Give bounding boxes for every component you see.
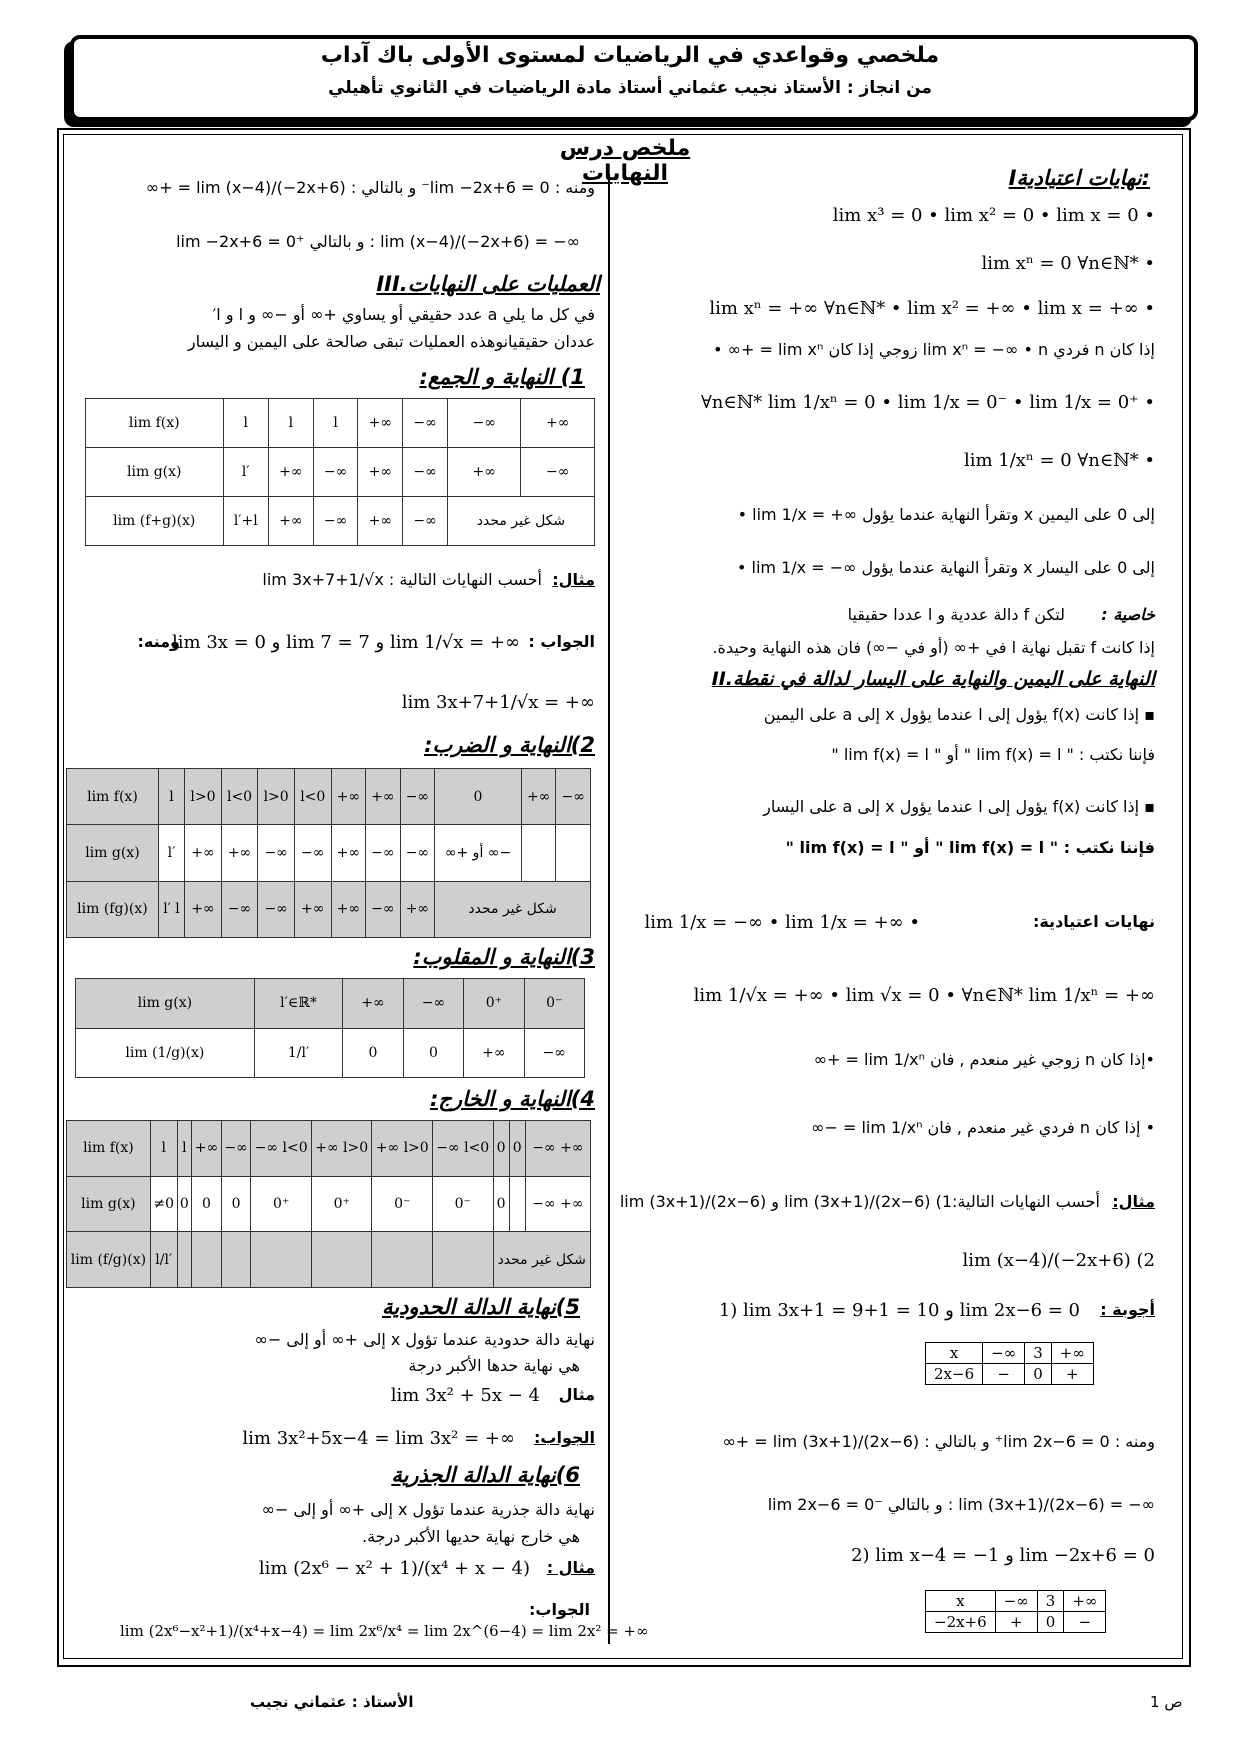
left-line-4: عددان حقيقيانوهذه العمليات تبقى صالحة على اليمين و اليسار xyxy=(187,332,595,351)
table-cell: lim g(x) xyxy=(67,1176,151,1232)
right-line-16: • إذا كان n فردي غير منعدم , فان lim 1/xⁿ = −∞ xyxy=(811,1118,1155,1137)
table-cell: +∞ xyxy=(521,769,556,825)
table-cell: −∞ l<0 xyxy=(432,1121,493,1177)
table-cell xyxy=(556,825,591,881)
right-line-1: lim x³ = 0 • lim x² = 0 • lim x = 0 • xyxy=(832,205,1155,226)
table-cell: +∞ xyxy=(331,825,366,881)
table-cell: l xyxy=(223,399,268,448)
rational-example: lim (2x⁶ − x² + 1)/(x⁴ + x − 4) xyxy=(258,1558,530,1579)
table-cell: l′ xyxy=(223,448,268,497)
rational-answer-label: الجواب: xyxy=(528,1600,590,1619)
table-cell: +∞ l>0 xyxy=(372,1121,433,1177)
table-cell: +∞ xyxy=(192,1121,222,1177)
table-cell: lim f(x) xyxy=(86,399,224,448)
sum-example-text: أحسب النهايات التالية : lim 3x+7+1/√x xyxy=(262,570,542,589)
property-text-2: إذا كانت f تقبل نهاية l في +∞ (أو في −∞) فان هذه النهاية وحيدة. xyxy=(712,638,1155,657)
table-cell: شكل غير محدد xyxy=(493,1232,591,1288)
sum-table xyxy=(85,398,595,546)
right-line-19: 2) lim x−4 = −1 و lim −2x+6 = 0 xyxy=(851,1545,1155,1566)
table-cell: −∞ أو +∞ xyxy=(435,825,522,881)
table-cell: −∞ xyxy=(258,881,295,937)
sign-cell: 2x−6 xyxy=(926,1364,983,1385)
right-line-8: • lim 1/x = −∞ وتقرأ النهاية عندما يؤول x إلى 0 على اليسار xyxy=(736,558,1155,577)
sign-cell: −∞ xyxy=(995,1591,1037,1612)
table-cell: lim (f+g)(x) xyxy=(86,497,224,546)
table-cell xyxy=(192,1232,222,1288)
table-cell: −∞ xyxy=(313,448,358,497)
table-cell: 0⁻ xyxy=(372,1176,433,1232)
table-cell: −∞ xyxy=(313,497,358,546)
table-cell xyxy=(509,1176,525,1232)
table-cell: 0⁺ xyxy=(464,979,524,1029)
table-cell: 0 xyxy=(435,769,522,825)
right-line-2: lim xⁿ = 0 ∀n∈ℕ* • xyxy=(981,253,1155,274)
table-cell: lim f(x) xyxy=(67,769,159,825)
sign-table-1 xyxy=(925,1342,1094,1385)
table-cell: −∞ +∞ xyxy=(525,1121,590,1177)
sign-cell: 3 xyxy=(1037,1591,1064,1612)
table-cell: 0 xyxy=(509,1121,525,1177)
table-cell: 1/l′ xyxy=(254,1028,343,1078)
table-cell: +∞ xyxy=(358,497,403,546)
table-cell: −∞ xyxy=(403,448,448,497)
table-cell: +∞ xyxy=(447,448,521,497)
footer-author: الأستاذ : عثماني نجيب xyxy=(250,1693,414,1711)
sign-cell: x xyxy=(926,1591,996,1612)
sign-cell: + xyxy=(1051,1364,1093,1385)
document-subtitle: من انجاز : الأستاذ نجيب عثماني أستاذ مادة الرياضيات في الثانوي تأهيلي xyxy=(328,78,932,98)
product-table xyxy=(66,768,591,938)
polynomial-subtitle: 5)نهاية الدالة الحدودية xyxy=(381,1295,580,1319)
table-cell: −∞ xyxy=(294,825,331,881)
left-line-1: ومنه : lim −2x+6 = 0⁻ و بالتالي : lim (x−4)/(−2x+6) = +∞ xyxy=(145,178,595,197)
sum-answer-1: lim 3x = 0 و lim 7 = 7 و lim 1/√x = +∞ xyxy=(172,632,520,653)
inverse-subtitle: 3)النهاية و المقلوب: xyxy=(413,945,595,969)
table-cell: l>0 xyxy=(258,769,295,825)
right-line-15: •إذا كان n زوجي غير منعدم , فان lim 1/xⁿ = +∞ xyxy=(813,1050,1155,1069)
table-cell: 0 xyxy=(493,1121,509,1177)
example-text: أحسب النهايات التالية:1) lim (3x+1)/(2x−6) و lim (3x+1)/(2x−6) xyxy=(619,1192,1100,1211)
section-3-title: نهايات اعتيادية: xyxy=(1032,912,1155,931)
rational-example-label: مثال : xyxy=(546,1558,595,1577)
right-line-17: ومنه : lim 2x−6 = 0⁺ و بالتالي : lim (3x+1)/(2x−6) = +∞ xyxy=(722,1432,1155,1451)
sum-example-label: مثال: xyxy=(552,570,595,589)
table-cell: 0⁻ xyxy=(524,979,584,1029)
right-line-7: • lim 1/x = +∞ وتقرأ النهاية عندما يؤول x إلى 0 على اليمين xyxy=(737,505,1155,524)
sign-cell: 0 xyxy=(1025,1364,1052,1385)
table-cell: lim (fg)(x) xyxy=(67,881,159,937)
table-cell: +∞ xyxy=(268,448,313,497)
sign-cell: −2x+6 xyxy=(926,1612,996,1633)
right-line-4: إذا كان n فردي lim xⁿ = −∞ • n زوجي إذا كان lim xⁿ = +∞ • xyxy=(713,340,1155,359)
right-line-9: ▪ إذا كانت f(x) يؤول إلى l عندما يؤول x إلى a على اليمين xyxy=(763,705,1155,724)
table-cell: −∞ xyxy=(521,448,595,497)
table-cell: l′ l xyxy=(158,881,184,937)
table-cell: −∞ xyxy=(221,1121,251,1177)
table-cell: شكل غير محدد xyxy=(435,881,591,937)
polynomial-example: lim 3x² + 5x − 4 xyxy=(390,1385,540,1406)
section-3-ops-title: III.العمليات على النهايات xyxy=(376,272,600,296)
sign-cell: 3 xyxy=(1025,1343,1052,1364)
right-line-5: ∀n∈ℕ* lim 1/xⁿ = 0 • lim 1/x = 0⁻ • lim 1/x = 0⁺ • xyxy=(700,392,1155,413)
polynomial-answer: lim 3x²+5x−4 = lim 3x² = +∞ xyxy=(242,1428,515,1449)
table-cell: −∞ xyxy=(221,881,258,937)
table-cell: l xyxy=(158,769,184,825)
table-cell: شكل غير محدد xyxy=(447,497,594,546)
sign-cell: − xyxy=(1064,1612,1106,1633)
left-line-3: في كل ما يلي a عدد حقيقي أو يساوي +∞ أو −∞ و l و l′ xyxy=(212,305,595,324)
left-line-8: هي خارج نهاية حديها الأكبر درجة. xyxy=(362,1527,580,1546)
section-2-title: II.النهاية على اليمين والنهاية على اليسار لدالة في نقطة xyxy=(711,668,1155,690)
table-cell: l xyxy=(150,1121,177,1177)
table-cell: −∞ l<0 xyxy=(251,1121,312,1177)
table-cell: +∞ xyxy=(358,399,403,448)
table-cell: −∞ xyxy=(400,825,435,881)
sign-cell: + xyxy=(995,1612,1037,1633)
right-line-14: lim 1/√x = +∞ • lim √x = 0 • ∀n∈ℕ* lim 1/xⁿ = +∞ xyxy=(693,985,1155,1006)
table-cell: 0 xyxy=(493,1176,509,1232)
polynomial-example-label: مثال xyxy=(558,1385,595,1404)
property-label: خاصية : xyxy=(1101,605,1155,624)
table-cell: lim (1/g)(x) xyxy=(76,1028,255,1078)
table-cell: lim f(x) xyxy=(67,1121,151,1177)
sum-answer-label: الجواب : xyxy=(528,632,595,651)
right-line-10: فإننا نكتب : " lim f(x) = l " أو " lim f(x) = l " xyxy=(831,745,1155,764)
table-cell: +∞ xyxy=(400,881,435,937)
table-cell: +∞ xyxy=(358,448,403,497)
table-cell: −∞ xyxy=(524,1028,584,1078)
column-divider xyxy=(608,174,610,1644)
page-number: ص 1 xyxy=(1150,1693,1183,1711)
sign-cell: 0 xyxy=(1037,1612,1064,1633)
table-cell: +∞ xyxy=(221,825,258,881)
property-text: لتكن f دالة عددية و l عددا حقيقيا xyxy=(847,605,1065,624)
left-line-5: نهاية دالة حدودية عندما تؤول x إلى +∞ أو إلى −∞ xyxy=(254,1330,595,1349)
table-cell xyxy=(177,1232,192,1288)
table-cell xyxy=(311,1232,372,1288)
table-cell xyxy=(521,825,556,881)
right-line-3: lim xⁿ = +∞ ∀n∈ℕ* • lim x² = +∞ • lim x = +∞ • xyxy=(709,298,1155,319)
table-cell: −∞ xyxy=(403,497,448,546)
table-cell: 0 xyxy=(403,1028,463,1078)
table-cell: +∞ xyxy=(366,769,401,825)
table-cell: 0⁺ xyxy=(311,1176,372,1232)
lesson-title: ملخص درس النهايات xyxy=(559,136,691,186)
table-cell xyxy=(221,1232,251,1288)
table-cell: 0⁻ xyxy=(432,1176,493,1232)
sign-cell: − xyxy=(983,1364,1025,1385)
table-cell: l xyxy=(268,399,313,448)
table-cell: −∞ xyxy=(556,769,591,825)
table-cell: lim g(x) xyxy=(86,448,224,497)
table-cell: +∞ xyxy=(268,497,313,546)
sign-cell: −∞ xyxy=(983,1343,1025,1364)
table-cell: 0 xyxy=(177,1176,192,1232)
document-title: ملخصي وقواعدي في الرياضيات لمستوى الأولى باك آداب xyxy=(320,43,940,68)
rational-subtitle: 6)نهاية الدالة الجذرية xyxy=(391,1463,580,1487)
table-cell: l′ xyxy=(158,825,184,881)
table-cell: +∞ xyxy=(294,881,331,937)
left-line-2: lim −2x+6 = 0⁺ و بالتالي : lim (x−4)/(−2x+6) = −∞ xyxy=(176,232,580,251)
example-label: مثال: xyxy=(1112,1192,1155,1211)
table-cell: l xyxy=(313,399,358,448)
table-cell: l xyxy=(177,1121,192,1177)
quotient-subtitle: 4)النهاية و الخارج: xyxy=(429,1087,595,1111)
table-cell: +∞ xyxy=(464,1028,524,1078)
left-line-7: نهاية دالة جذرية عندما تؤول x إلى +∞ أو إلى −∞ xyxy=(261,1500,595,1519)
sum-answer-2: lim 3x+7+1/√x = +∞ xyxy=(401,692,595,713)
table-cell: l<0 xyxy=(294,769,331,825)
table-cell: −∞ +∞ xyxy=(525,1176,590,1232)
sign-cell: +∞ xyxy=(1064,1591,1106,1612)
right-line-6: lim 1/xⁿ = 0 ∀n∈ℕ* • xyxy=(963,450,1155,471)
table-cell: ≠0 xyxy=(150,1176,177,1232)
sign-table-2 xyxy=(925,1590,1106,1633)
table-cell: 0 xyxy=(343,1028,403,1078)
table-cell xyxy=(432,1232,493,1288)
sign-cell: x xyxy=(926,1343,983,1364)
table-cell: −∞ xyxy=(400,769,435,825)
right-line-12: فإننا نكتب : " lim f(x) = l " أو " lim f(x) = l " xyxy=(785,838,1155,857)
sum-subtitle: 1) النهاية و الجمع: xyxy=(419,365,585,389)
sign-cell: +∞ xyxy=(1051,1343,1093,1364)
table-cell: 0⁺ xyxy=(251,1176,312,1232)
example-2: lim (x−4)/(−2x+6) (2 xyxy=(962,1250,1155,1271)
table-cell: lim g(x) xyxy=(67,825,159,881)
inverse-table xyxy=(75,978,585,1078)
section-1-title: Iنهايات اعتيادية: xyxy=(1008,166,1150,190)
table-cell: l′+l xyxy=(223,497,268,546)
answers-label: أجوبة : xyxy=(1100,1300,1155,1319)
table-cell: −∞ xyxy=(366,825,401,881)
table-cell: l>0 xyxy=(185,769,222,825)
table-cell: lim (f/g)(x) xyxy=(67,1232,151,1288)
left-line-6: هي نهاية حدها الأكبر درجة xyxy=(408,1356,580,1375)
table-cell: −∞ xyxy=(447,399,521,448)
table-cell: −∞ xyxy=(403,979,463,1029)
table-cell: +∞ xyxy=(331,769,366,825)
product-subtitle: 2)النهاية و الضرب: xyxy=(424,733,595,757)
table-cell: +∞ xyxy=(185,881,222,937)
table-cell xyxy=(251,1232,312,1288)
table-cell: +∞ xyxy=(521,399,595,448)
polynomial-answer-label: الجواب: xyxy=(533,1428,595,1447)
table-cell: −∞ xyxy=(403,399,448,448)
quotient-table xyxy=(66,1120,591,1288)
answer-1: 1) lim 3x+1 = 9+1 = 10 و lim 2x−6 = 0 xyxy=(718,1300,1080,1321)
table-cell: +∞ xyxy=(343,979,403,1029)
table-cell: l′∈ℝ* xyxy=(254,979,343,1029)
table-cell: +∞ xyxy=(331,881,366,937)
table-cell: lim g(x) xyxy=(76,979,255,1029)
table-cell: +∞ l>0 xyxy=(311,1121,372,1177)
table-cell: l/l′ xyxy=(150,1232,177,1288)
sum-answer-then: ومنه: xyxy=(137,632,180,651)
table-cell: −∞ xyxy=(366,881,401,937)
right-line-18: lim 2x−6 = 0⁻ و بالتالي : lim (3x+1)/(2x−6) = −∞ xyxy=(767,1495,1155,1514)
table-cell: +∞ xyxy=(185,825,222,881)
table-cell: −∞ xyxy=(258,825,295,881)
table-cell: 0 xyxy=(192,1176,222,1232)
table-cell xyxy=(372,1232,433,1288)
right-line-11: ▪ إذا كانت f(x) يؤول إلى l عندما يؤول x إلى a على اليسار xyxy=(763,797,1155,816)
rational-answer: lim (2x⁶−x²+1)/(x⁴+x−4) = lim 2x⁶/x⁴ = lim 2x^(6−4) = lim 2x² = +∞ xyxy=(120,1622,649,1640)
table-cell: 0 xyxy=(221,1176,251,1232)
table-cell: l<0 xyxy=(221,769,258,825)
right-line-13: lim 1/x = −∞ • lim 1/x = +∞ • xyxy=(644,912,920,933)
